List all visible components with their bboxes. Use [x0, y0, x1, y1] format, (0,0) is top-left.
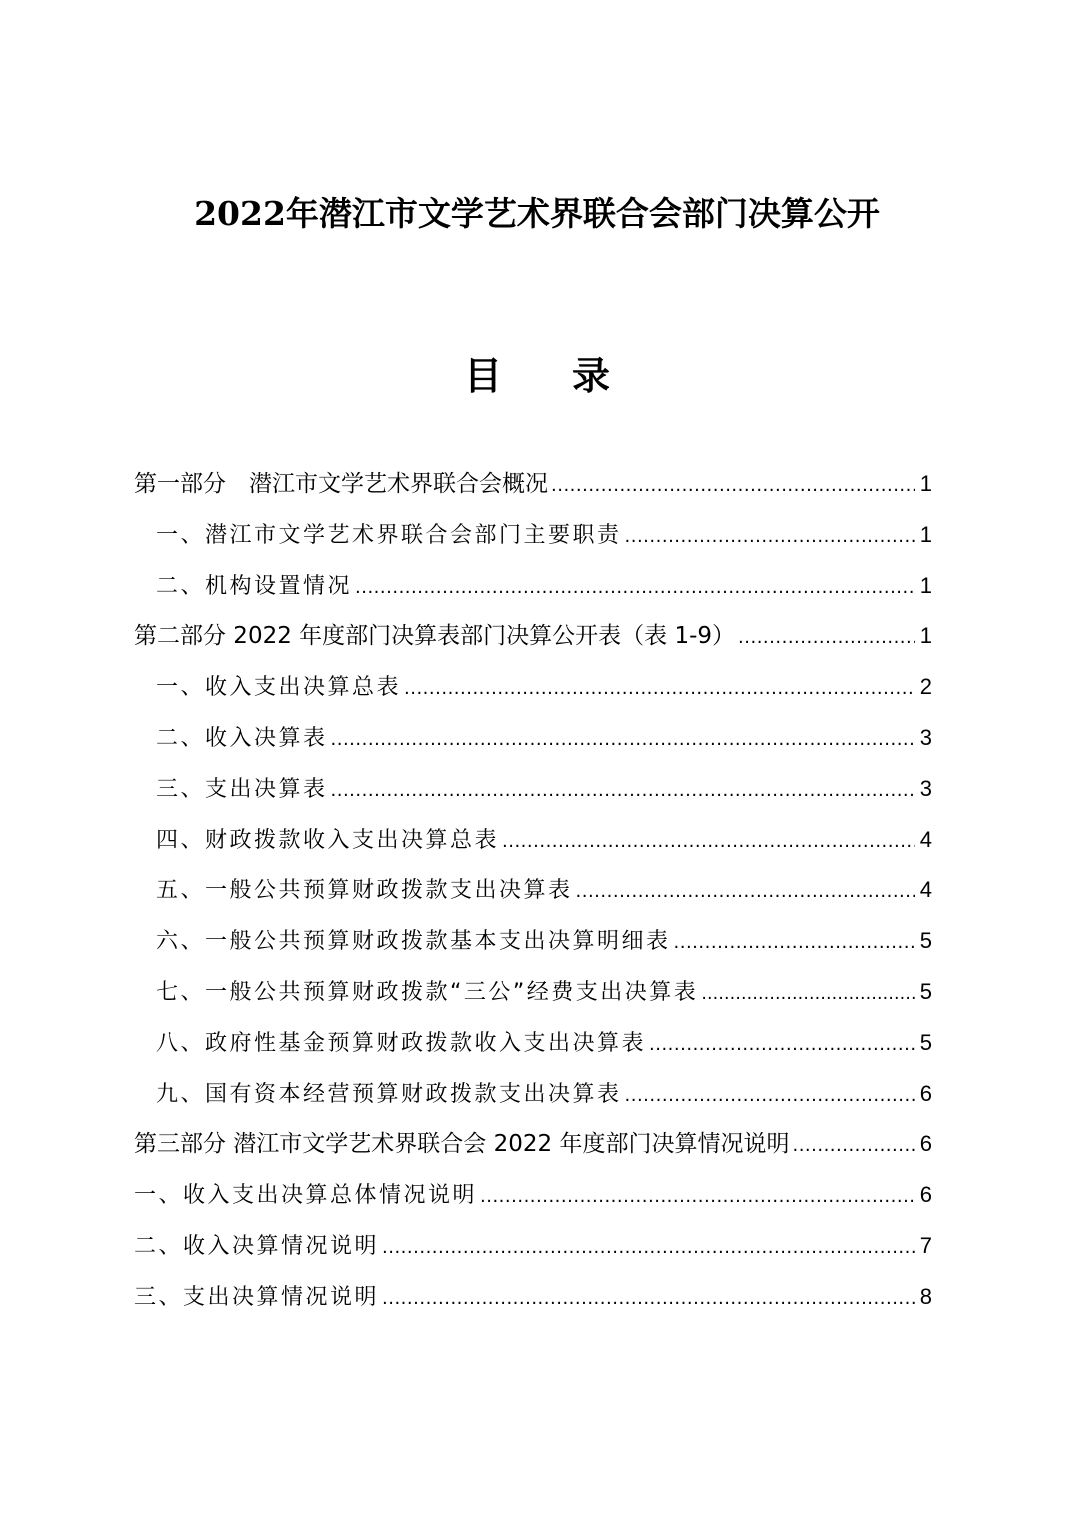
toc-page-number: 1: [919, 572, 932, 598]
toc-entry-text: 三、支出决算情况说明: [134, 1284, 380, 1310]
toc-entry-2-6[interactable]: [134, 916, 932, 967]
toc-entry-text: 二、收入决算表: [156, 725, 328, 751]
toc-heading-char-1: 目: [463, 353, 502, 398]
toc-dot-leader: [480, 1171, 915, 1221]
toc-dot-leader: [382, 1273, 915, 1323]
toc-dot-leader: [502, 816, 915, 866]
table-of-contents: [134, 459, 932, 1323]
toc-entry-text: 一、收入支出决算总体情况说明: [134, 1183, 478, 1209]
toc-page-number: 6: [919, 1182, 932, 1208]
toc-page-number: 7: [919, 1232, 932, 1258]
toc-entry-2-9[interactable]: [134, 1069, 932, 1120]
toc-dot-leader: [792, 1119, 915, 1170]
toc-entry-text: 第一部分 潜江市文学艺术界联合会概况: [134, 471, 548, 497]
toc-dot-leader: [331, 765, 915, 815]
toc-dot-leader: [625, 511, 915, 561]
toc-heading: [0, 346, 1074, 406]
toc-page-number: 5: [919, 928, 932, 954]
toc-entry-2-1[interactable]: [134, 662, 932, 713]
toc-entry-1-1[interactable]: [134, 510, 932, 561]
toc-dot-leader: [331, 714, 915, 764]
toc-entry-text: 一、潜江市文学艺术界联合会部门主要职责: [156, 522, 622, 548]
toc-entry-3-1[interactable]: [134, 1170, 932, 1221]
toc-page-number: 5: [919, 1029, 932, 1055]
toc-entry-2-5[interactable]: [134, 865, 932, 916]
toc-page-number: 1: [919, 521, 932, 547]
toc-entry-text: 六、一般公共预算财政拨款基本支出决算明细表: [156, 929, 671, 955]
toc-entry-1-2[interactable]: [134, 561, 932, 612]
toc-entry-2-8[interactable]: [134, 1018, 932, 1069]
toc-entry-text: 五、一般公共预算财政拨款支出决算表: [156, 878, 573, 904]
toc-page-number: 6: [919, 1131, 932, 1157]
toc-page-number: 1: [919, 623, 932, 649]
toc-page-number: 4: [919, 877, 932, 903]
toc-entry-text: 二、机构设置情况: [156, 573, 353, 599]
toc-entry-3-2[interactable]: [134, 1221, 932, 1272]
toc-entry-part-2[interactable]: [134, 611, 932, 662]
toc-page-number: 1: [919, 471, 932, 496]
toc-entry-text: 七、一般公共预算财政拨款“三公”经费支出决算表: [156, 979, 699, 1005]
toc-heading-char-2: 录: [572, 353, 611, 398]
toc-dot-leader: [551, 459, 915, 510]
toc-entry-text: 一、收入支出决算总表: [156, 675, 402, 701]
toc-entry-2-2[interactable]: [134, 713, 932, 764]
toc-dot-leader: [382, 1222, 915, 1272]
toc-page-number: 6: [919, 1080, 932, 1106]
toc-entry-text: 二、收入决算情况说明: [134, 1233, 380, 1259]
toc-entry-text: 八、政府性基金预算财政拨款收入支出决算表: [156, 1030, 647, 1056]
toc-dot-leader: [649, 1019, 915, 1069]
toc-page-number: 4: [919, 826, 932, 852]
toc-dot-leader: [674, 917, 915, 967]
toc-entry-text: 四、财政拨款收入支出决算总表: [156, 827, 500, 853]
toc-dot-leader: [701, 968, 915, 1018]
toc-entry-text: 九、国有资本经营预算财政拨款支出决算表: [156, 1081, 622, 1107]
toc-entry-part-1[interactable]: [134, 459, 932, 510]
toc-dot-leader: [625, 1070, 915, 1120]
toc-dot-leader: [738, 611, 915, 662]
toc-page-number: 2: [919, 674, 932, 700]
toc-entry-2-3[interactable]: [134, 764, 932, 815]
toc-dot-leader: [404, 663, 915, 713]
toc-page-number: 5: [919, 978, 932, 1004]
toc-entry-text: 第三部分 潜江市文学艺术界联合会 2022 年度部门决算情况说明: [134, 1131, 790, 1158]
toc-dot-leader: [355, 562, 915, 612]
toc-entry-2-7[interactable]: [134, 967, 932, 1018]
toc-page-number: 8: [919, 1283, 932, 1309]
toc-entry-text: 第二部分 2022 年度部门决算表部门决算公开表（表 1-9）: [134, 623, 736, 650]
document-title: 2022年潜江市文学艺术界联合会部门决算公开: [194, 194, 880, 233]
toc-entry-part-3[interactable]: [134, 1119, 932, 1170]
toc-page-number: 3: [919, 775, 932, 801]
toc-entry-2-4[interactable]: [134, 815, 932, 866]
toc-entry-3-3[interactable]: [134, 1272, 932, 1323]
toc-page-number: 3: [919, 724, 932, 750]
toc-dot-leader: [576, 866, 915, 916]
toc-entry-text: 三、支出决算表: [156, 776, 328, 802]
